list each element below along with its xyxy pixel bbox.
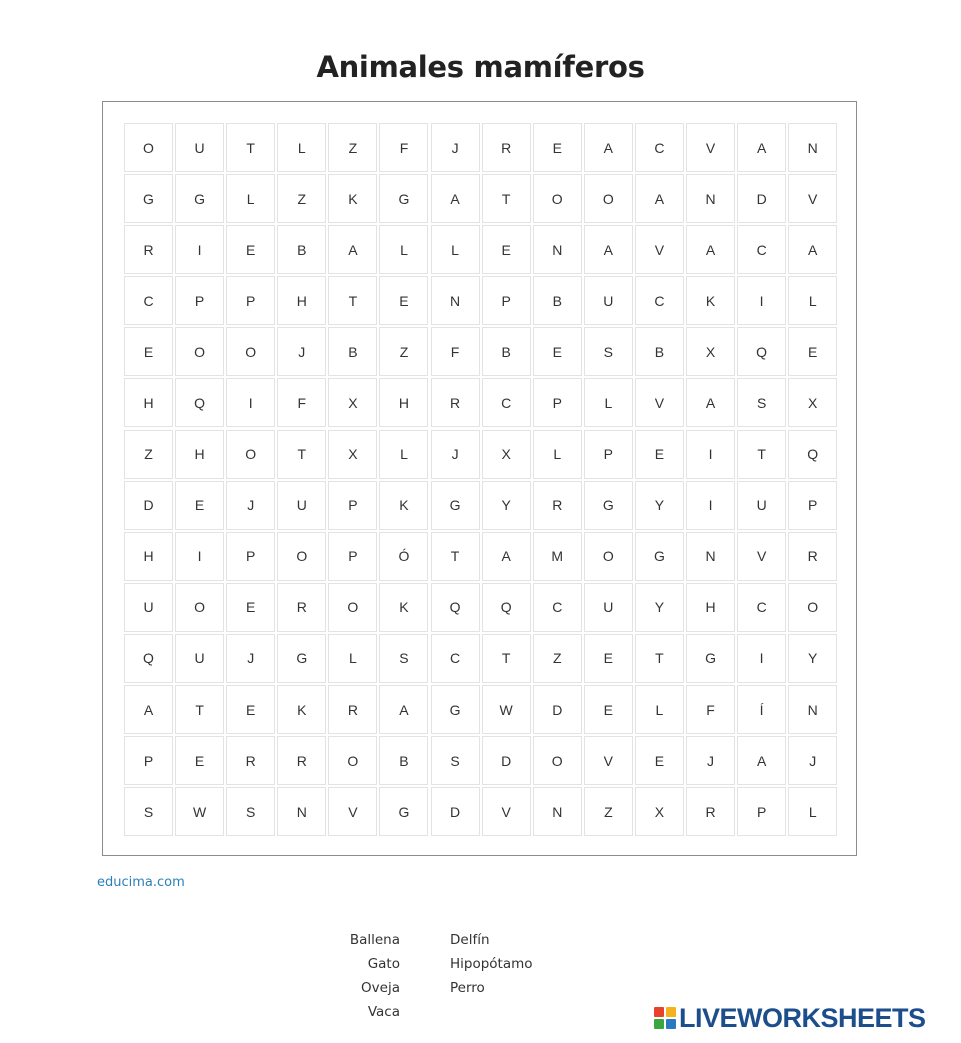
grid-cell[interactable]: Z [379,327,428,376]
word-list-item: Hipopótamo [450,956,533,972]
grid-cell[interactable]: N [686,174,735,223]
grid-cell[interactable]: L [277,123,326,172]
grid-cell[interactable]: P [226,276,275,325]
grid-cell[interactable]: C [124,276,173,325]
grid-cell[interactable]: J [431,430,480,479]
grid-cell[interactable]: L [226,174,275,223]
page-title: Animales mamíferos [316,50,645,84]
grid-cell[interactable]: P [328,532,377,581]
grid-cell[interactable]: E [124,327,173,376]
grid-cell[interactable]: E [533,327,582,376]
grid-cell[interactable]: S [226,787,275,836]
grid-cell[interactable]: G [686,634,735,683]
grid-cell[interactable]: I [737,634,786,683]
grid-cell[interactable]: T [328,276,377,325]
grid-cell[interactable]: B [482,327,531,376]
grid-cell[interactable]: G [277,634,326,683]
grid-cell[interactable]: O [226,430,275,479]
grid-cell[interactable]: P [584,430,633,479]
grid-cell[interactable]: E [482,225,531,274]
grid-cell[interactable]: H [686,583,735,632]
grid-cell[interactable]: C [482,378,531,427]
grid-cell[interactable]: V [482,787,531,836]
grid-cell[interactable]: Y [482,481,531,530]
grid-cell[interactable]: P [226,532,275,581]
grid-cell[interactable]: L [788,276,837,325]
grid-cell[interactable]: E [635,430,684,479]
grid-cell[interactable]: V [328,787,377,836]
grid-cell[interactable]: G [175,174,224,223]
grid-cell[interactable]: E [175,736,224,785]
grid-cell[interactable]: A [788,225,837,274]
grid-cell[interactable]: J [788,736,837,785]
grid-cell[interactable]: J [226,481,275,530]
grid-cell[interactable]: U [124,583,173,632]
grid-cell[interactable]: N [533,787,582,836]
grid-cell[interactable]: U [175,634,224,683]
grid-cell[interactable]: Z [584,787,633,836]
grid-cell[interactable]: S [431,736,480,785]
grid-cell[interactable]: R [431,378,480,427]
word-list-item: Perro [450,980,485,996]
grid-cell[interactable]: E [635,736,684,785]
grid-cell[interactable]: G [379,174,428,223]
grid-cell[interactable]: P [328,481,377,530]
grid-cell[interactable]: K [379,481,428,530]
grid-cell[interactable]: D [737,174,786,223]
grid-cell[interactable]: L [635,685,684,734]
grid-cell[interactable]: Z [533,634,582,683]
grid-cell[interactable]: N [431,276,480,325]
grid-cell[interactable]: L [328,634,377,683]
grid-cell[interactable]: D [431,787,480,836]
grid-cell[interactable]: H [175,430,224,479]
grid-cell[interactable]: Q [124,634,173,683]
grid-cell[interactable]: O [328,583,377,632]
grid-cell[interactable]: V [788,174,837,223]
grid-cell[interactable]: R [533,481,582,530]
grid-cell[interactable]: V [737,532,786,581]
grid-cell[interactable]: A [328,225,377,274]
grid-cell[interactable]: R [482,123,531,172]
grid-cell[interactable]: A [737,736,786,785]
grid-cell[interactable]: N [788,123,837,172]
grid-cell[interactable]: O [175,583,224,632]
liveworksheets-logo-text: LIVEWORKSHEETS [679,1002,926,1033]
grid-cell[interactable]: O [226,327,275,376]
grid-cell[interactable]: N [788,685,837,734]
grid-cell[interactable]: Z [124,430,173,479]
grid-cell[interactable]: T [482,634,531,683]
liveworksheets-logo-icon [654,1007,676,1029]
grid-cell[interactable]: I [686,430,735,479]
grid-cell[interactable]: U [584,276,633,325]
grid-cell[interactable]: S [124,787,173,836]
grid-cell[interactable]: E [175,481,224,530]
grid-cell[interactable]: J [686,736,735,785]
grid-cell[interactable]: T [482,174,531,223]
grid-cell[interactable]: E [379,276,428,325]
grid-cell[interactable]: H [124,378,173,427]
grid-cell[interactable]: R [686,787,735,836]
grid-cell[interactable]: O [124,123,173,172]
grid-cell[interactable]: E [226,583,275,632]
grid-cell[interactable]: O [328,736,377,785]
grid-cell[interactable]: K [277,685,326,734]
liveworksheets-logo[interactable] [654,1003,926,1033]
grid-cell[interactable]: T [737,430,786,479]
grid-cell[interactable]: U [584,583,633,632]
grid-cell[interactable]: U [175,123,224,172]
word-list-item: Oveja [361,980,400,996]
word-search-frame [102,101,857,856]
grid-cell[interactable]: K [328,174,377,223]
grid-cell[interactable]: B [277,225,326,274]
grid-cell[interactable]: F [277,378,326,427]
grid-cell[interactable]: H [379,378,428,427]
grid-cell[interactable]: U [737,481,786,530]
grid-cell[interactable]: B [328,327,377,376]
grid-cell[interactable]: C [635,123,684,172]
grid-cell[interactable]: U [277,481,326,530]
grid-cell[interactable]: X [635,787,684,836]
grid-cell[interactable]: O [788,583,837,632]
grid-cell[interactable]: Q [431,583,480,632]
grid-cell[interactable]: I [737,276,786,325]
grid-cell[interactable]: A [686,225,735,274]
grid-cell[interactable]: R [328,685,377,734]
word-list-item: Vaca [367,1004,400,1020]
grid-cell[interactable]: R [277,736,326,785]
grid-cell[interactable]: Y [635,481,684,530]
grid-cell[interactable]: X [788,378,837,427]
word-search-grid [124,123,837,836]
grid-cell[interactable]: F [431,327,480,376]
grid-cell[interactable]: P [175,276,224,325]
grid-cell[interactable]: I [686,481,735,530]
grid-cell[interactable]: C [533,583,582,632]
grid-cell[interactable]: C [737,583,786,632]
grid-cell[interactable]: J [226,634,275,683]
grid-cell[interactable]: J [277,327,326,376]
grid-cell[interactable]: M [533,532,582,581]
grid-cell[interactable]: Z [277,174,326,223]
word-list-column-1 [300,931,400,1027]
grid-cell[interactable]: J [431,123,480,172]
grid-cell[interactable]: I [175,532,224,581]
grid-cell[interactable]: P [788,481,837,530]
grid-cell[interactable]: B [533,276,582,325]
word-list-item: Ballena [349,932,400,948]
word-list-column-2 [450,931,590,1003]
grid-cell[interactable]: S [737,378,786,427]
grid-cell[interactable]: T [226,123,275,172]
grid-cell[interactable]: A [584,123,633,172]
grid-cell[interactable]: Q [737,327,786,376]
grid-cell[interactable]: P [124,736,173,785]
grid-cell[interactable]: A [686,378,735,427]
grid-cell[interactable]: K [686,276,735,325]
grid-cell[interactable]: P [533,378,582,427]
grid-cell[interactable]: I [175,225,224,274]
grid-cell[interactable]: Q [788,430,837,479]
grid-cell[interactable]: Q [175,378,224,427]
credit-link[interactable]: educima.com [97,875,185,890]
grid-cell[interactable]: D [124,481,173,530]
grid-cell[interactable]: A [431,174,480,223]
grid-cell[interactable]: Y [788,634,837,683]
grid-cell[interactable]: V [635,378,684,427]
grid-cell[interactable]: G [431,685,480,734]
grid-cell[interactable]: E [584,685,633,734]
grid-cell[interactable]: V [635,225,684,274]
grid-cell[interactable]: Z [328,123,377,172]
grid-cell[interactable]: N [686,532,735,581]
grid-cell[interactable]: O [277,532,326,581]
grid-cell[interactable]: D [533,685,582,734]
grid-cell[interactable]: V [584,736,633,785]
grid-cell[interactable]: P [482,276,531,325]
grid-cell[interactable]: R [788,532,837,581]
grid-cell[interactable]: L [379,225,428,274]
grid-cell[interactable]: T [175,685,224,734]
grid-cell[interactable]: G [584,481,633,530]
grid-cell[interactable]: B [379,736,428,785]
grid-cell[interactable]: I [226,378,275,427]
grid-cell[interactable]: K [379,583,428,632]
grid-cell[interactable]: Q [482,583,531,632]
grid-cell[interactable]: E [226,225,275,274]
grid-cell[interactable]: H [277,276,326,325]
grid-cell[interactable]: L [788,787,837,836]
grid-cell[interactable]: O [584,532,633,581]
grid-cell[interactable]: X [328,378,377,427]
grid-cell[interactable]: X [686,327,735,376]
grid-cell[interactable]: E [788,327,837,376]
grid-cell[interactable]: E [226,685,275,734]
grid-cell[interactable]: W [175,787,224,836]
grid-cell[interactable]: A [635,174,684,223]
grid-cell[interactable]: O [533,736,582,785]
grid-cell[interactable]: O [584,174,633,223]
grid-cell[interactable]: C [431,634,480,683]
grid-cell[interactable]: A [737,123,786,172]
grid-cell[interactable]: S [584,327,633,376]
grid-cell[interactable]: C [737,225,786,274]
grid-cell[interactable]: O [533,174,582,223]
grid-cell[interactable]: W [482,685,531,734]
grid-cell[interactable]: L [533,430,582,479]
grid-cell[interactable]: C [635,276,684,325]
grid-cell[interactable]: L [379,430,428,479]
grid-cell[interactable]: H [124,532,173,581]
grid-cell[interactable]: G [431,481,480,530]
grid-cell[interactable]: G [124,174,173,223]
word-list-item: Gato [367,956,400,972]
grid-cell[interactable]: T [277,430,326,479]
grid-cell[interactable]: E [584,634,633,683]
word-list-item: Delfín [450,932,490,948]
grid-cell[interactable]: A [379,685,428,734]
grid-cell[interactable]: A [124,685,173,734]
grid-cell[interactable]: P [737,787,786,836]
grid-cell[interactable]: F [686,685,735,734]
grid-cell[interactable]: A [482,532,531,581]
grid-cell[interactable]: X [482,430,531,479]
logo-tile [654,1007,664,1017]
grid-cell[interactable]: V [686,123,735,172]
grid-cell[interactable]: E [533,123,582,172]
grid-cell[interactable]: G [635,532,684,581]
grid-cell[interactable]: S [379,634,428,683]
grid-cell[interactable]: N [533,225,582,274]
grid-cell[interactable]: O [175,327,224,376]
grid-cell[interactable]: Í [737,685,786,734]
grid-cell[interactable]: A [584,225,633,274]
grid-cell[interactable]: R [277,583,326,632]
grid-cell[interactable]: T [431,532,480,581]
grid-cell[interactable]: Ó [379,532,428,581]
grid-cell[interactable]: X [328,430,377,479]
grid-cell[interactable]: N [277,787,326,836]
grid-cell[interactable]: Y [635,583,684,632]
grid-cell[interactable]: L [431,225,480,274]
grid-cell[interactable]: R [124,225,173,274]
grid-cell[interactable]: L [584,378,633,427]
logo-tile [666,1019,676,1029]
grid-cell[interactable]: G [379,787,428,836]
grid-cell[interactable]: D [482,736,531,785]
grid-cell[interactable]: B [635,327,684,376]
grid-cell[interactable]: R [226,736,275,785]
logo-tile [666,1007,676,1017]
grid-cell[interactable]: T [635,634,684,683]
grid-cell[interactable]: F [379,123,428,172]
logo-tile [654,1019,664,1029]
